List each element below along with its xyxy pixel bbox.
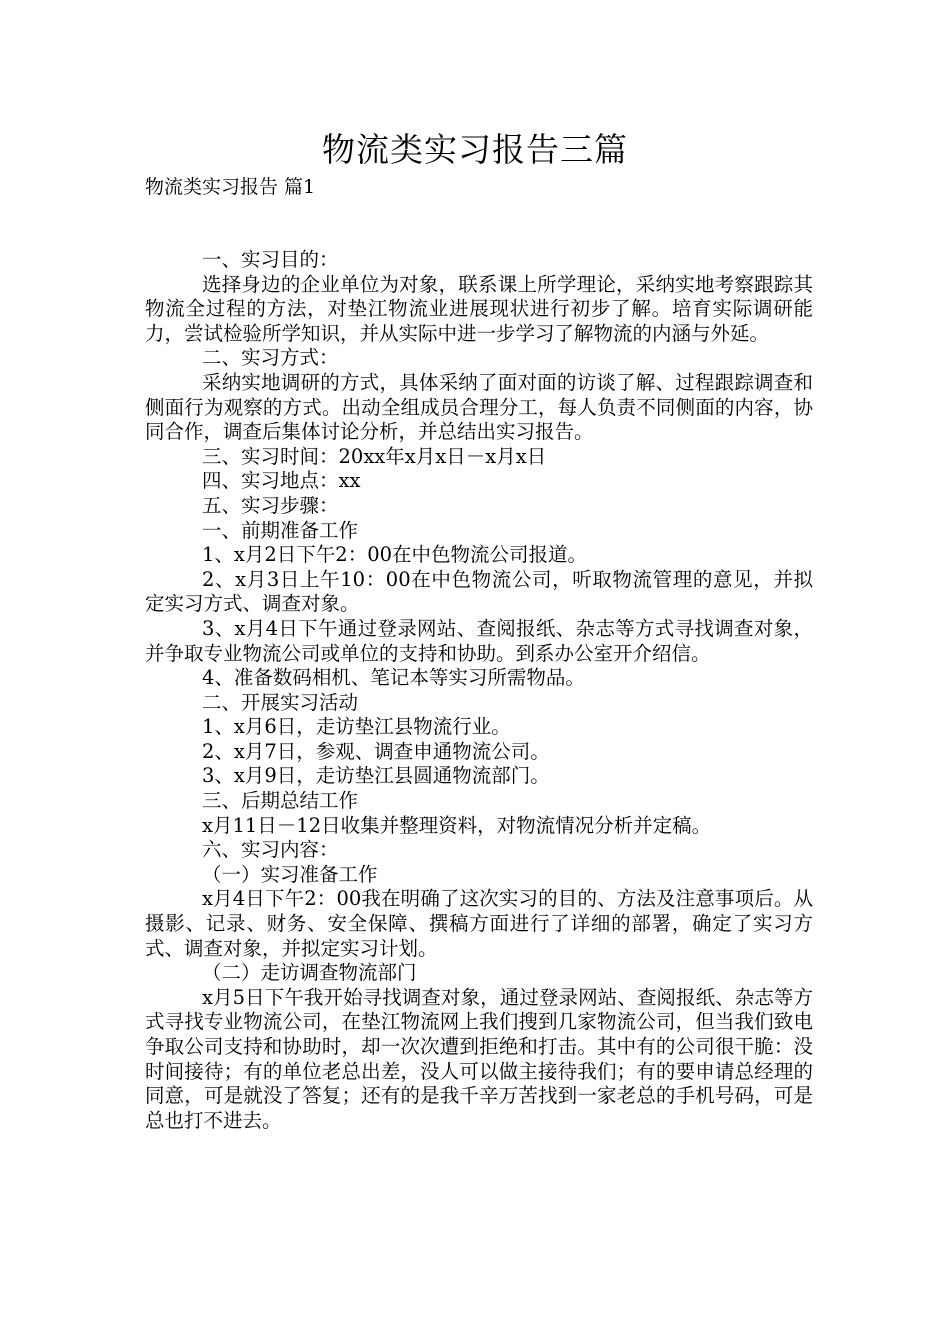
paragraph: x月4日下午2：00我在明确了这次实习的目的、方法及注意事项后。从摄影、记录、财务、安全保障、撰稿方面进行了详细的部署，确定了实习方式、调查对象，并拟定实习计划。 bbox=[145, 887, 813, 960]
paragraph: 选择身边的企业单位为对象，联系课上所学理论，采纳实地考察跟踪其物流全过程的方法，对垫江物流业进展现状进行初步了解。培育实际调研能力，尝试检验所学知识，并从实际中进一步学习了解物流的内涵与外延。 bbox=[145, 272, 813, 345]
paragraph: 六、实习内容： bbox=[202, 838, 339, 862]
paragraph: 1、x月6日，走访垫江县物流行业。 bbox=[202, 715, 511, 739]
paragraph: 二、实习方式： bbox=[202, 346, 339, 370]
paragraph: 4、准备数码相机、笔记本等实习所需物品。 bbox=[202, 666, 585, 690]
paragraph: x月11日－12日收集并整理资料，对物流情况分析并定稿。 bbox=[202, 813, 712, 837]
paragraph: x月5日下午我开始寻找调查对象，通过登录网站、查阅报纸、杂志等方式寻找专业物流公司，在垫江物流网上我们搜到几家物流公司，但当我们致电争取公司支持和协助时，却一次次遭到拒绝和打击。其中有的公司很干脆：没时间接待；有的单位老总出差，没人可以做主接待我们；有的要申请总经理的同意，可是就没了答复；还有的是我千辛万苦找到一家老总的手机号码，可是总也打不进去。 bbox=[145, 985, 813, 1132]
paragraph: 一、前期准备工作 bbox=[202, 518, 359, 542]
paragraph: 三、后期总结工作 bbox=[202, 789, 359, 813]
paragraph: 3、x月9日，走访垫江县圆通物流部门。 bbox=[202, 764, 550, 788]
paragraph: 五、实习步骤： bbox=[202, 493, 339, 517]
paragraph: 三、实习时间：20xx年x月x日－x月x日 bbox=[202, 444, 547, 468]
document-title: 物流类实习报告三篇 bbox=[322, 130, 628, 169]
paragraph: 采纳实地调研的方式，具体采纳了面对面的访谈了解、过程跟踪调查和侧面行为观察的方式。出动全组成员合理分工，每人负责不同侧面的内容，协同合作，调查后集体讨论分析，并总结出实习报告。 bbox=[145, 370, 813, 444]
paragraph: 2、x月3日上午10：00在中色物流公司，听取物流管理的意见，并拟定实习方式、调查对象。 bbox=[145, 567, 813, 616]
paragraph: 四、实习地点：xx bbox=[202, 469, 361, 493]
paragraph: 1、x月2日下午2：00在中色物流公司报道。 bbox=[202, 543, 588, 567]
paragraph: 二、开展实习活动 bbox=[202, 690, 359, 714]
paragraph: 一、实习目的： bbox=[202, 248, 339, 271]
paragraph: 3、x月4日下午通过登录网站、查阅报纸、杂志等方式寻找调查对象，并争取专业物流公司或单位的支持和协助。到系办公室开介绍信。 bbox=[145, 616, 813, 665]
paragraph: （一）实习准备工作 bbox=[202, 862, 378, 886]
document-subtitle: 物流类实习报告 篇1 bbox=[145, 176, 316, 198]
document-body bbox=[145, 248, 813, 1133]
paragraph: （二）走访调查物流部门 bbox=[202, 961, 417, 985]
paragraph: 2、x月7日，参观、调查申通物流公司。 bbox=[202, 739, 550, 763]
